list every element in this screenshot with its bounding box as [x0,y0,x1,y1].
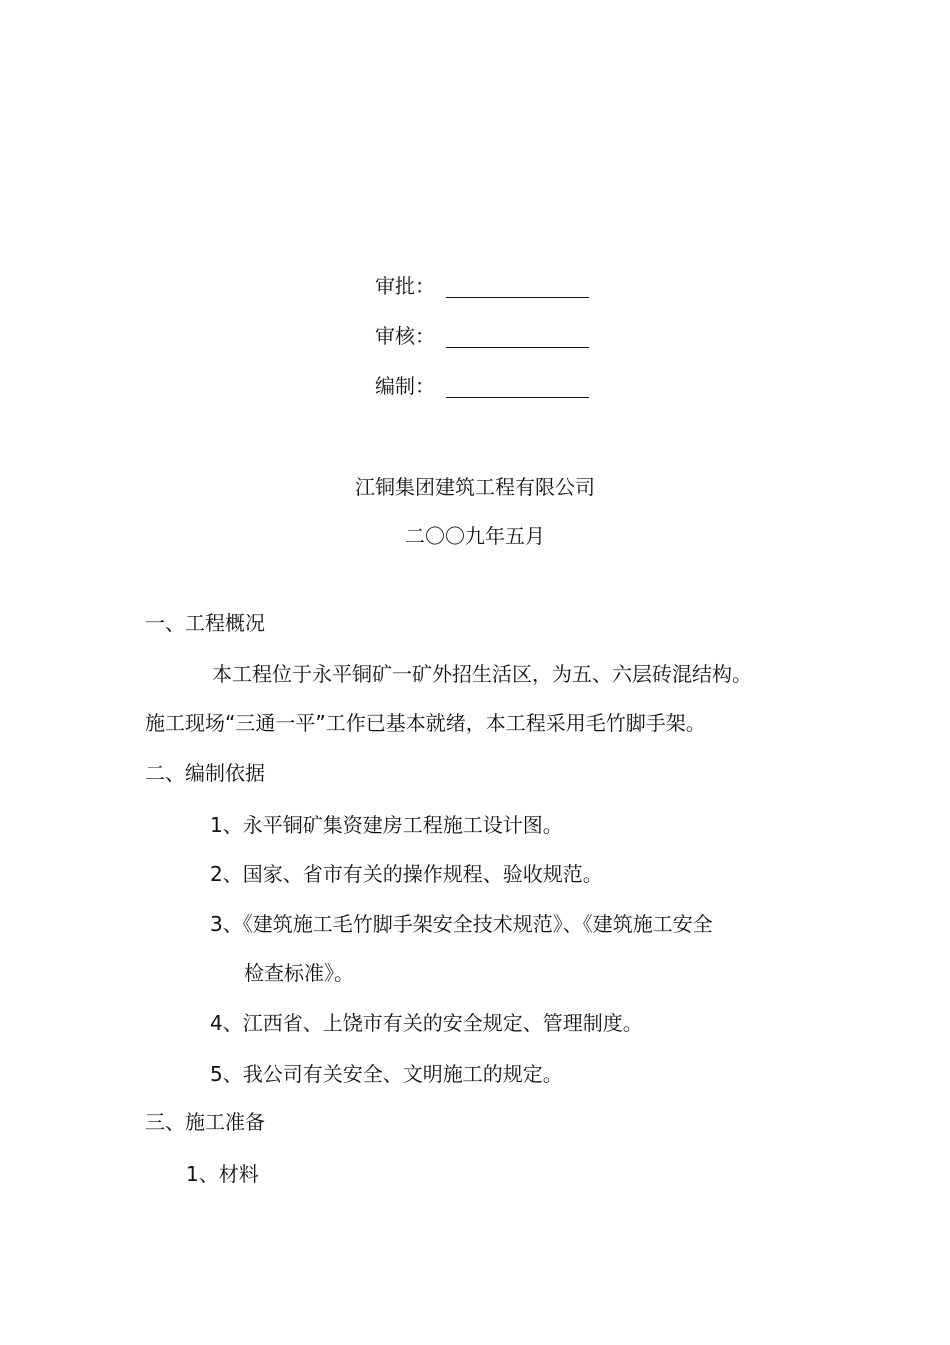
review-label: 审核： [375,324,435,348]
compile-signature-line [446,397,589,398]
basis-item-1: 1、永平铜矿集资建房工程施工设计图。 [210,813,563,837]
basis-item-2: 2、国家、省市有关的操作规程、验收规范。 [210,862,603,886]
review-signature-line [446,347,589,348]
document-date: 二〇〇九年五月 [405,524,545,548]
overview-paragraph-line-1: 本工程位于永平铜矿一矿外招生活区，为五、六层砖混结构。 [212,662,752,686]
basis-item-3: 3、《建筑施工毛竹脚手架安全技术规范》、《建筑施工安全 [210,912,713,936]
section-heading-overview: 一、工程概况 [145,611,265,635]
approve-label: 审批： [375,274,435,298]
basis-item-5: 5、我公司有关安全、文明施工的规定。 [210,1062,563,1086]
preparation-subitem-materials: 1、材料 [186,1162,259,1186]
compile-label: 编制： [375,374,435,398]
overview-paragraph-line-2: 施工现场“三通一平”工作已基本就绪，本工程采用毛竹脚手架。 [145,711,706,735]
section-heading-preparation: 三、施工准备 [145,1110,265,1134]
basis-item-4: 4、江西省、上饶市有关的安全规定、管理制度。 [210,1011,643,1035]
basis-item-3-continued: 检查标准》。 [244,961,354,985]
company-name: 江铜集团建筑工程有限公司 [355,475,595,499]
approve-signature-line [446,297,589,298]
section-heading-basis: 二、编制依据 [145,761,265,785]
